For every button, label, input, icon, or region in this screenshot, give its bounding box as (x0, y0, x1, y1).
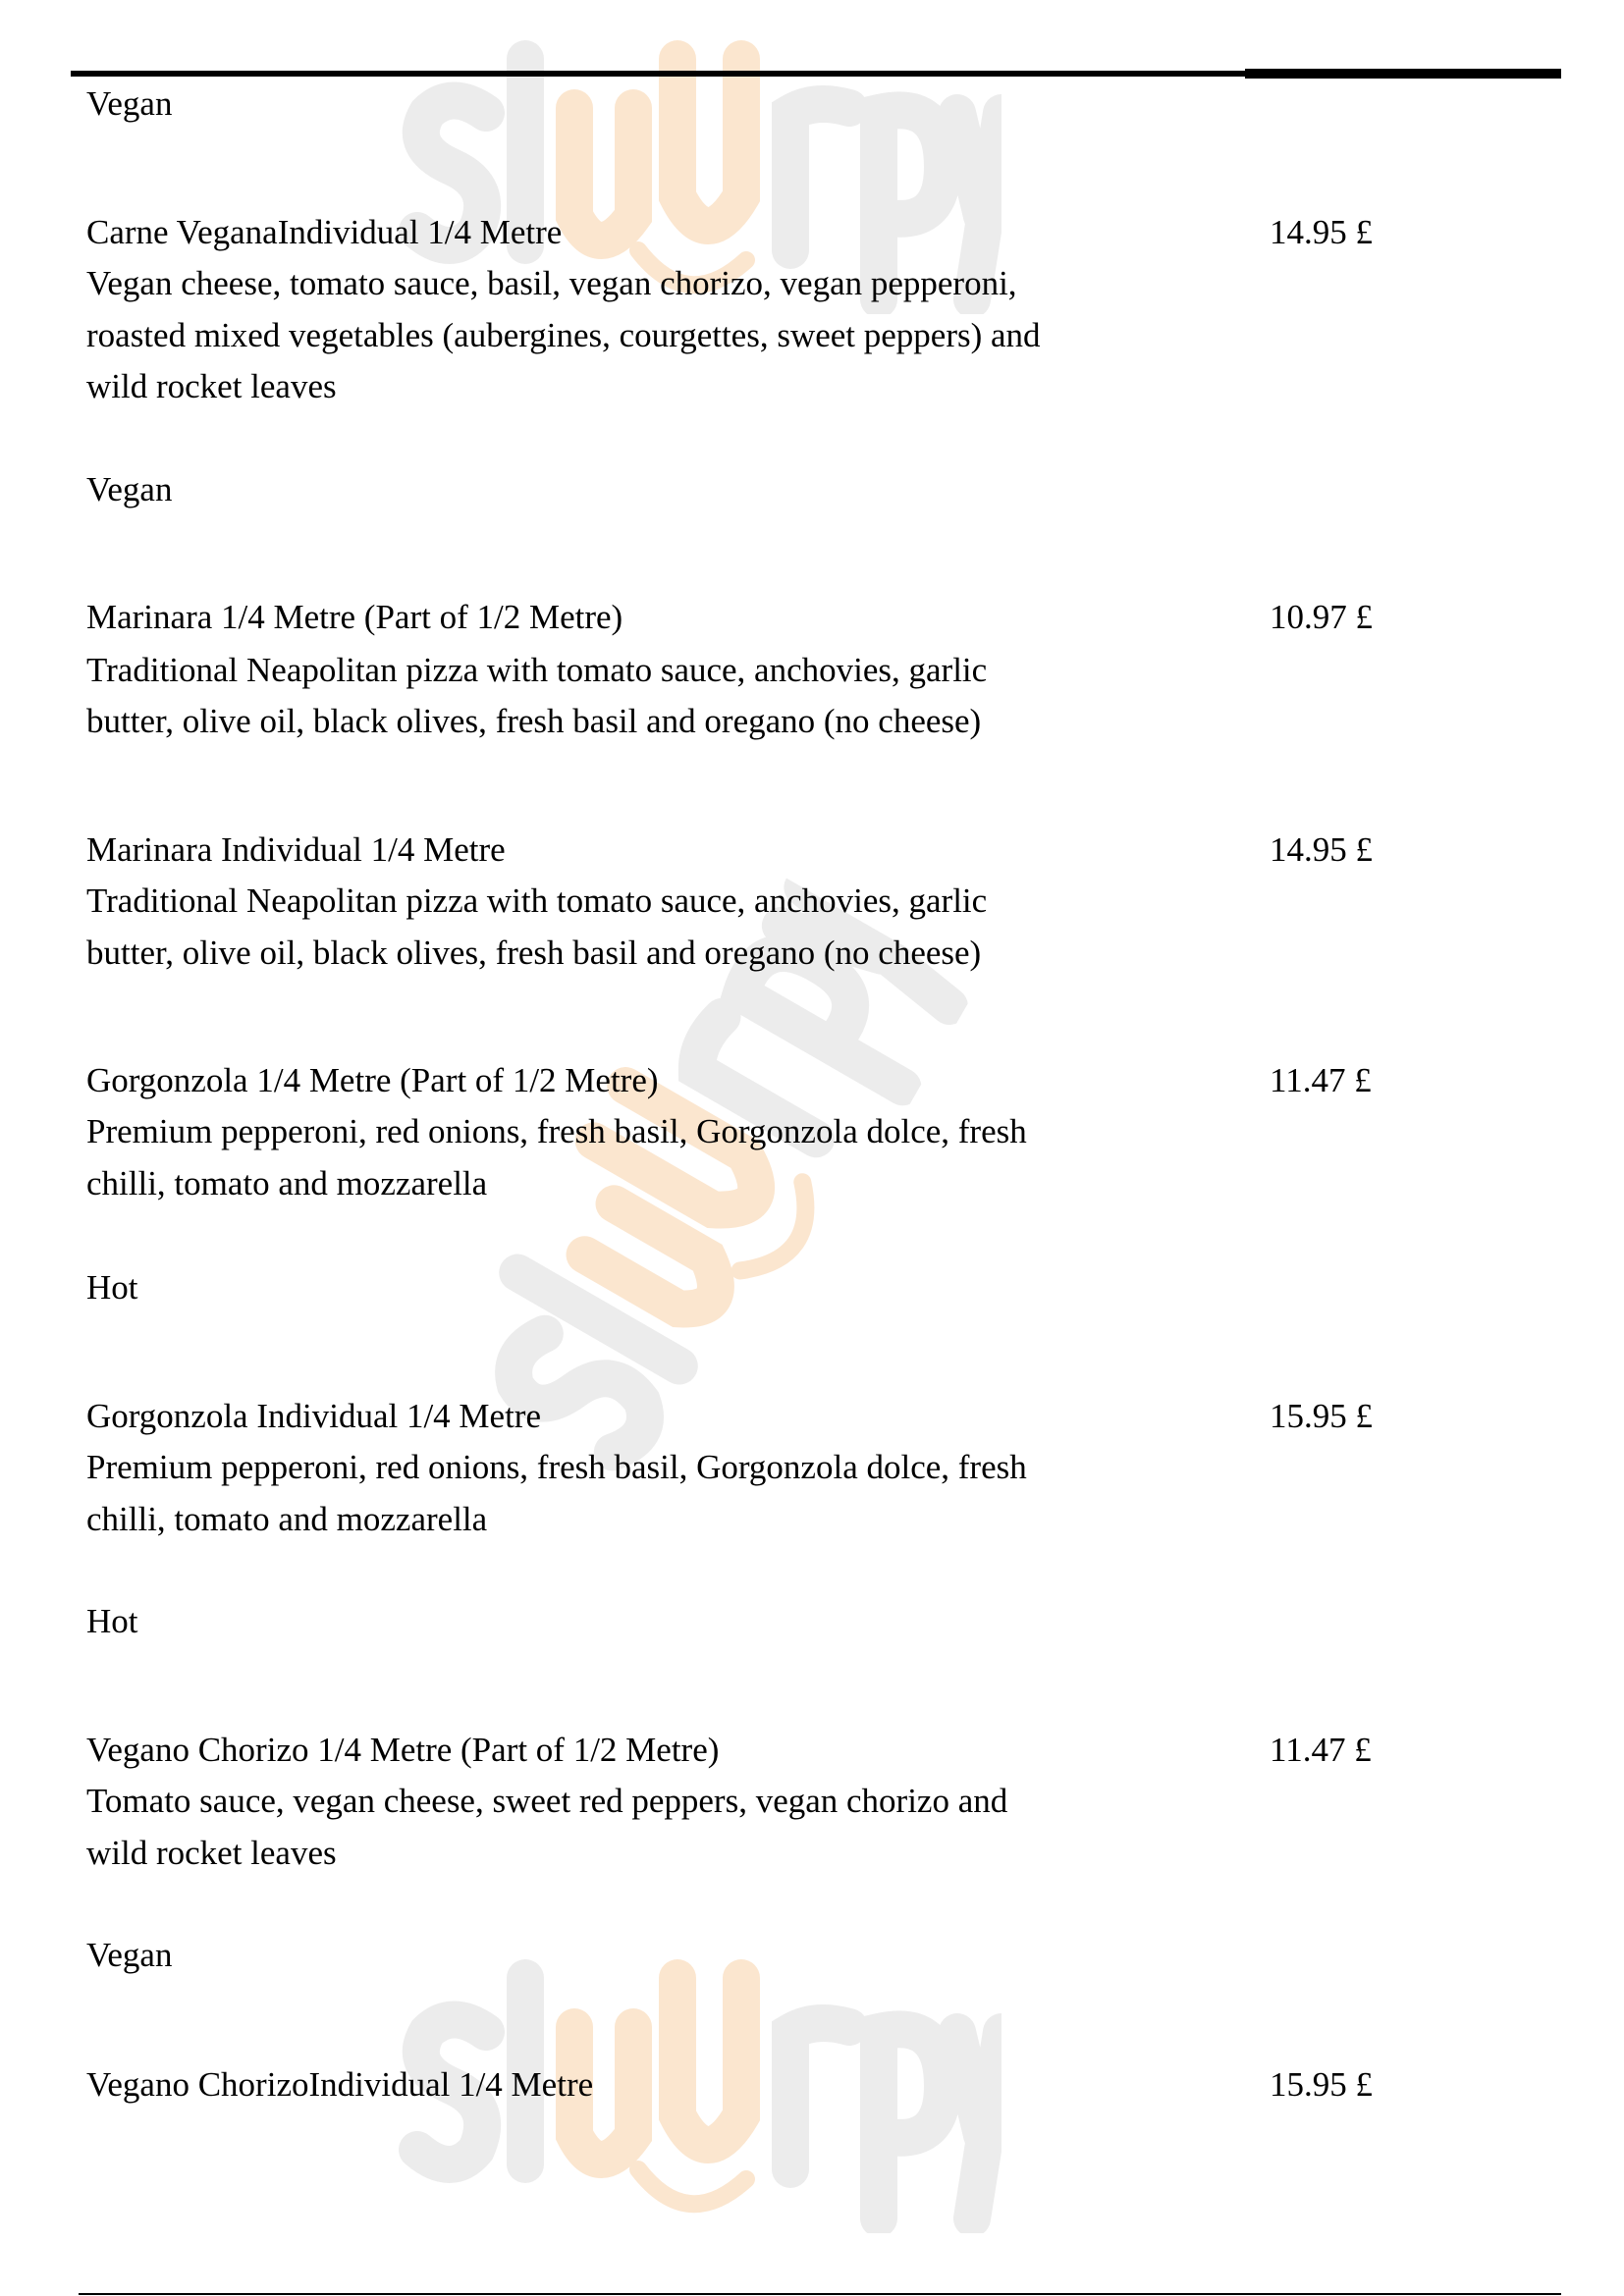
item-price: 11.47 £ (1270, 1731, 1372, 1769)
item-price: 14.95 £ (1270, 213, 1373, 251)
item-description: butter, olive oil, black olives, fresh basil and oregano (no cheese) (86, 934, 982, 972)
item-name: Vegano Chorizo 1/4 Metre (Part of 1/2 Metre) (86, 1731, 720, 1769)
item-price: 15.95 £ (1270, 2065, 1373, 2104)
item-price: 15.95 £ (1270, 1397, 1373, 1435)
item-name: Carne VeganaIndividual 1/4 Metre (86, 213, 563, 251)
top-divider (71, 71, 1245, 77)
dietary-tag: Hot (86, 1602, 138, 1640)
item-description: Premium pepperoni, red onions, fresh basil, Gorgonzola dolce, fresh (86, 1448, 1027, 1486)
watermark-letter-r (790, 2023, 849, 2169)
item-name: Gorgonzola 1/4 Metre (Part of 1/2 Metre) (86, 1061, 659, 1099)
item-description: butter, olive oil, black olives, fresh basil and oregano (no cheese) (86, 702, 982, 740)
item-description: chilli, tomato and mozzarella (86, 1500, 488, 1538)
dietary-tag: Vegan (86, 84, 173, 123)
dietary-tag: Hot (86, 1268, 138, 1307)
item-description: Traditional Neapolitan pizza with tomato sauce, anchovies, garlic (86, 651, 988, 689)
item-description: Tomato sauce, vegan cheese, sweet red peppers, vegan chorizo and (86, 1782, 1008, 1820)
item-description: Vegan cheese, tomato sauce, basil, vegan chorizo, vegan pepperoni, (86, 264, 1017, 302)
top-divider-price-column (1245, 69, 1561, 79)
item-description: wild rocket leaves (86, 1834, 337, 1872)
watermark-letter-u (574, 108, 633, 240)
item-name: Marinara Individual 1/4 Metre (86, 830, 506, 869)
item-price: 11.47 £ (1270, 1061, 1372, 1099)
item-description: chilli, tomato and mozzarella (86, 1164, 488, 1202)
item-description: roasted mixed vegetables (aubergines, courgettes, sweet peppers) and (86, 316, 1041, 354)
watermark-letter-r (790, 104, 849, 250)
item-description: Traditional Neapolitan pizza with tomato sauce, anchovies, garlic (86, 881, 988, 920)
item-price: 10.97 £ (1270, 598, 1373, 636)
watermark-smile (638, 2169, 746, 2204)
dietary-tag: Vegan (86, 470, 173, 508)
watermark-letter-p (879, 2029, 943, 2218)
watermark-letter-u2 (677, 1978, 741, 2145)
item-name: Gorgonzola Individual 1/4 Metre (86, 1397, 541, 1435)
item-price: 14.95 £ (1270, 830, 1373, 869)
item-name: Vegano ChorizoIndividual 1/4 Metre (86, 2065, 594, 2104)
item-description: wild rocket leaves (86, 367, 337, 405)
item-name: Marinara 1/4 Metre (Part of 1/2 Metre) (86, 598, 623, 636)
item-description: Premium pepperoni, red onions, fresh basil, Gorgonzola dolce, fresh (86, 1112, 1027, 1150)
watermark-letter-y (957, 2032, 1001, 2218)
watermark-letter-u2 (677, 59, 741, 226)
bottom-divider (79, 2293, 1561, 2295)
dietary-tag: Vegan (86, 1936, 173, 1974)
